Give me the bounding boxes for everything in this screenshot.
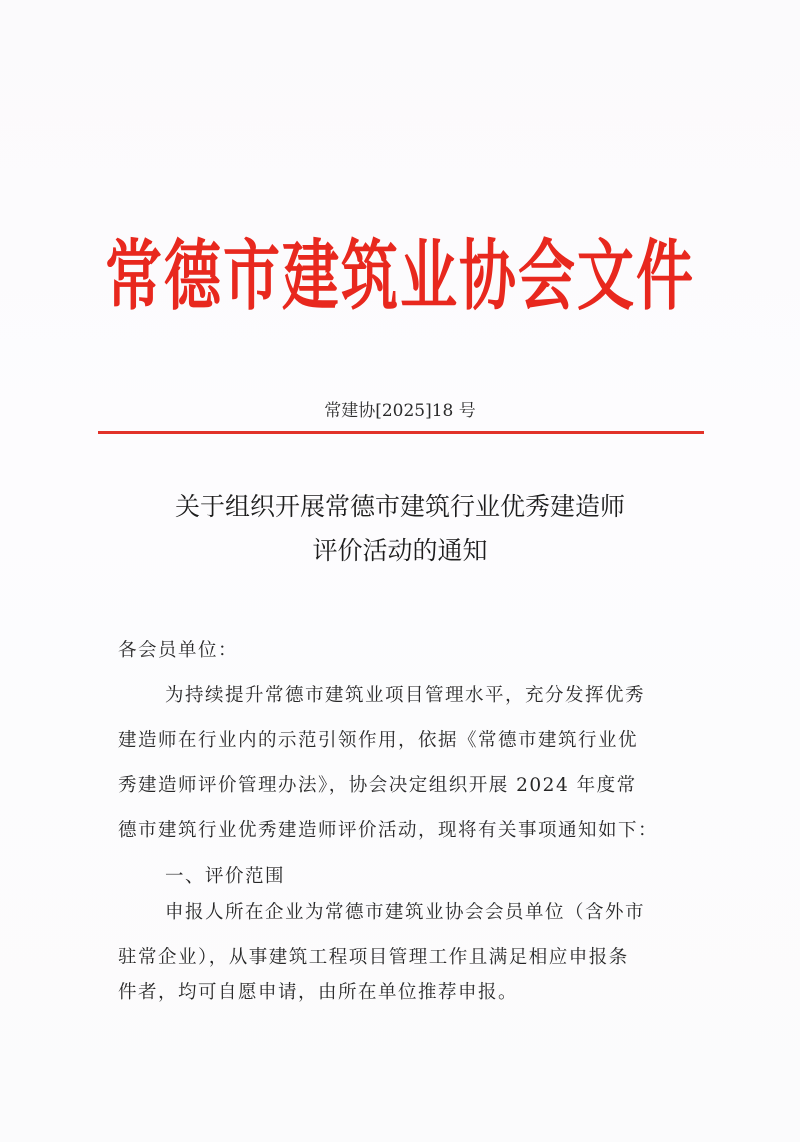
paragraph-1-line-1: 为持续提升常德市建筑业项目管理水平，充分发挥优秀 — [165, 685, 646, 706]
document-number: 常建协[2025]18 号 — [324, 401, 476, 421]
notice-title-line-1: 关于组织开展常德市建筑行业优秀建造师 — [174, 492, 625, 521]
paragraph-2-line-2: 驻常企业），从事建筑工程项目管理工作且满足相应申报条 — [118, 947, 629, 968]
paragraph-2-line-1: 申报人所在企业为常德市建筑业协会会员单位（含外市 — [165, 902, 646, 923]
paragraph-1-line-3: 秀建造师评价管理办法》，协会决定组织开展 2024 年度常 — [118, 775, 637, 796]
notice-title-line-2: 评价活动的通知 — [312, 536, 488, 565]
paragraph-2-line-3: 件者，均可自愿申请，由所在单位推荐申报。 — [118, 982, 519, 1003]
red-divider-rule — [98, 431, 704, 434]
paragraph-1-line-4: 德市建筑行业优秀建造师评价活动，现将有关事项通知如下： — [118, 820, 659, 841]
section-1-heading: 一、评价范围 — [165, 866, 286, 887]
salutation: 各会员单位： — [118, 640, 239, 661]
paragraph-1-line-2: 建造师在行业内的示范引领作用，依据《常德市建筑行业优 — [118, 730, 639, 751]
masthead-title: 常德市建筑业协会文件 — [105, 231, 695, 322]
